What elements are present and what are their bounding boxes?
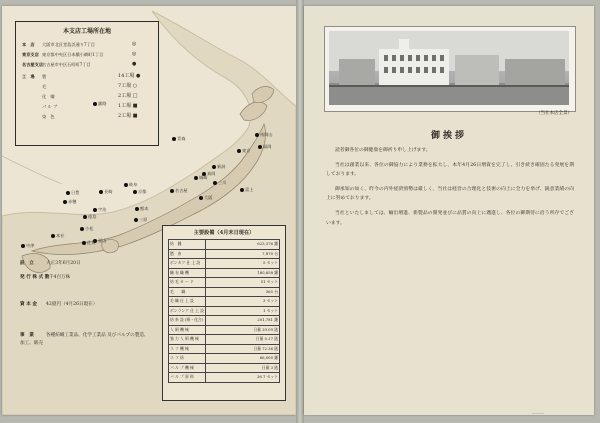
city-name: 長崎: [104, 189, 113, 194]
city-name: 福山: [98, 238, 107, 243]
location-dot-icon: [240, 188, 244, 192]
city-name: 三川: [218, 180, 227, 185]
city-marker: [92, 207, 106, 212]
equipment-value: 日量 3 瓲: [206, 363, 280, 373]
equipment-row: [169, 249, 280, 259]
equipment-label: 撚 糸: [169, 249, 206, 259]
city-name: 城崎: [199, 175, 208, 180]
city-name: 佐賀: [87, 240, 96, 245]
city-name: 大阪: [204, 195, 213, 200]
location-dot-icon: [63, 200, 67, 204]
city-marker: [169, 188, 188, 193]
location-dot-icon: [93, 102, 97, 106]
city-name: 南岡山: [260, 132, 273, 137]
photo-caption: （当社本店全景）: [536, 111, 572, 116]
city-name: 本社: [56, 233, 65, 238]
equipment-row: [169, 306, 280, 316]
city-marker: [193, 175, 207, 180]
greeting-paragraph: 当社といたしましては、輸出増進、新製品の開発並びに品質の向上に邁進し、各位の御期待に沿う所存でございます。: [326, 210, 574, 226]
city-name: 真岡: [207, 171, 216, 176]
city-marker: [81, 240, 95, 245]
location-dot-icon: [80, 227, 84, 231]
equipment-row: [169, 335, 280, 345]
city-name: 小松: [85, 226, 94, 231]
equipment-row: [169, 240, 280, 250]
fact-founded: 設 立 大正3年6月20日: [20, 261, 81, 266]
greeting-body: [326, 146, 574, 233]
city-marker: [79, 226, 93, 231]
legend-row: 本 店 大阪市北区堂島浜通り7丁目 ◎: [22, 41, 137, 47]
equipment-value: 26.7 セット: [206, 373, 280, 383]
legend-title: 本支店工場所在地: [62, 28, 111, 35]
equipment-label: ス フ 紡: [169, 354, 206, 364]
location-dot-icon: [213, 181, 217, 185]
greeting-title: 御挨拶: [430, 131, 467, 141]
equipment-label: パ ル プ 機 械: [169, 363, 206, 373]
left-page: [2, 6, 296, 415]
equipment-value: 日量 72.36 瓲: [206, 344, 280, 354]
city-name: 福岡: [263, 144, 272, 149]
equipment-label: 毛 織: [169, 287, 206, 297]
location-dot-icon: [237, 149, 241, 153]
equipment-label: バ ル プ 原 料: [169, 373, 206, 383]
equipment-value: 5 セット: [206, 259, 280, 269]
city-marker: [171, 136, 185, 141]
location-dot-icon: [124, 183, 128, 187]
city-name: 富士: [245, 187, 254, 192]
city-name: 青森: [177, 136, 186, 141]
location-dot-icon: [258, 145, 262, 149]
equipment-row: [169, 259, 280, 269]
location-dot-icon: [93, 208, 97, 212]
greeting-paragraph: 当社は創業以来、各位の御協力により業務を拡大し、本年4月26日増資を完了し、引き続き確固たる発展を期しております。: [326, 162, 574, 178]
equipment-value: 201,781 錘: [206, 316, 280, 326]
city-marker: [257, 144, 271, 149]
equipment-row: [169, 297, 280, 307]
city-name: 徳島: [88, 214, 97, 219]
location-dot-icon: [66, 191, 70, 195]
equipment-row: [169, 363, 280, 373]
equipment-value: 365 台: [206, 287, 280, 297]
city-marker: [133, 217, 147, 222]
legend-row: 染 色 2工場 ■: [42, 113, 138, 119]
location-dot-icon: [51, 234, 55, 238]
location-dot-icon: [172, 137, 176, 141]
equipment-table: [162, 225, 286, 401]
location-dot-icon: [134, 218, 138, 222]
city-name: 日豊: [71, 190, 80, 195]
city-marker: [134, 206, 148, 211]
greeting-paragraph: 読者御各位の御健康を御祈り申し上げます。: [335, 148, 431, 153]
location-dot-icon: [82, 241, 86, 245]
equipment-row: [169, 316, 280, 326]
equipment-title: 主要設備（4月末日現在）: [193, 230, 255, 236]
location-dot-icon: [83, 215, 87, 219]
location-dot-icon: [133, 190, 137, 194]
city-marker: [98, 189, 112, 194]
city-marker: [132, 189, 146, 194]
equipment-grid: [168, 239, 280, 383]
city-name: 京都: [138, 189, 147, 194]
city-name: 名古屋: [175, 188, 188, 193]
equipment-label: 毛 織 仕 上 設: [169, 297, 206, 307]
city-marker: [62, 199, 76, 204]
city-marker: [239, 187, 253, 192]
headquarters-building-image: [329, 31, 569, 105]
spine-gutter: [296, 0, 304, 423]
equipment-value: 160,658 錘: [206, 268, 280, 278]
equipment-row: [169, 287, 280, 297]
city-name: 宇治: [98, 207, 107, 212]
equipment-label: 強 力 人 絹 機 械: [169, 335, 206, 345]
right-page: [304, 6, 594, 415]
headquarters-photo: [324, 26, 576, 112]
equipment-label: 人 絹 機 械: [169, 325, 206, 335]
city-marker: [236, 148, 250, 153]
city-name: 岐阜: [129, 182, 138, 187]
city-marker: [123, 182, 137, 187]
equipment-value: 51 セット: [206, 278, 280, 288]
equipment-value: 7,870 台: [206, 249, 280, 259]
equipment-row: [169, 373, 280, 383]
locations-legend: [15, 21, 159, 146]
city-marker: [82, 214, 96, 219]
city-marker: [20, 243, 34, 248]
equipment-label: ボンランク 仕 上 設: [169, 306, 206, 316]
equipment-value: 623,376 錘: [206, 240, 280, 250]
city-name: 中津: [26, 243, 35, 248]
equipment-label: ボンカツ 仕 上 設: [169, 259, 206, 269]
location-dot-icon: [199, 196, 203, 200]
location-dot-icon: [21, 244, 25, 248]
location-dot-icon: [255, 133, 259, 137]
city-marker: [254, 132, 273, 137]
city-marker: [65, 190, 79, 195]
location-dot-icon: [194, 176, 198, 180]
legend-row: 工 場 製 14工場 ●: [22, 73, 141, 79]
legend-row: 化 繊 2工場 □: [42, 93, 138, 99]
equipment-value: 66,000 錘: [206, 354, 280, 364]
equipment-value: 1 セット: [206, 306, 280, 316]
location-dot-icon: [135, 207, 139, 211]
location-dot-icon: [212, 165, 216, 169]
city-marker: [50, 233, 64, 238]
equipment-label: 紡 毛 カ ー ド: [169, 278, 206, 288]
legend-row: 名古屋支店名古屋市中区石町町7丁目 ●: [22, 61, 137, 67]
archive-stamp: ———: [532, 410, 544, 415]
equipment-label: ス フ 機 械: [169, 344, 206, 354]
equipment-row: [169, 354, 280, 364]
city-name: 三原: [139, 217, 148, 222]
equipment-label: 織 布 織 機: [169, 268, 206, 278]
city-name: 東京: [242, 148, 251, 153]
equipment-row: [169, 278, 280, 288]
fact-capital: 資 本 金 42億円（4月26日現在）: [20, 302, 98, 307]
equipment-value: 3 セット: [206, 297, 280, 307]
equipment-value: 日量 29.09 瓲: [206, 325, 280, 335]
equipment-label: 紡 錘: [169, 240, 206, 250]
city-marker: [92, 101, 106, 106]
location-dot-icon: [99, 190, 103, 194]
fact-business: 事 業 各種紡織工業品、化学工業品 及びパルプの製造、加工、販売: [20, 333, 149, 346]
equipment-row: [169, 344, 280, 354]
city-name: 赤穂: [68, 199, 77, 204]
fact-shares: 発 行 株 式 数8千4百万株: [20, 275, 71, 280]
city-marker: [212, 180, 226, 185]
legend-row: パ ル プ 1工場 ■: [42, 103, 138, 109]
legend-row: 毛 7工場 ○: [42, 83, 138, 89]
equipment-label: 紡 糸 設 (絹・化合): [169, 316, 206, 326]
city-name: 釧路: [98, 101, 107, 106]
legend-row: 東京支店 東京都中央区日本橋小網町1丁目 ◎: [22, 51, 137, 57]
city-name: 新潟: [217, 164, 226, 169]
equipment-value: 日量 5.27 瓲: [206, 335, 280, 345]
location-dot-icon: [170, 189, 174, 193]
equipment-row: [169, 325, 280, 335]
city-name: 熊本: [140, 206, 149, 211]
greeting-paragraph: 御承知の如く、昨今の内外経済情勢は厳しく、当社は経営の合理化と技術の向上に全力を挙げ、鋭意業績の向上に努めております。: [326, 186, 574, 202]
city-marker: [211, 164, 225, 169]
city-marker: [198, 195, 212, 200]
equipment-row: [169, 268, 280, 278]
